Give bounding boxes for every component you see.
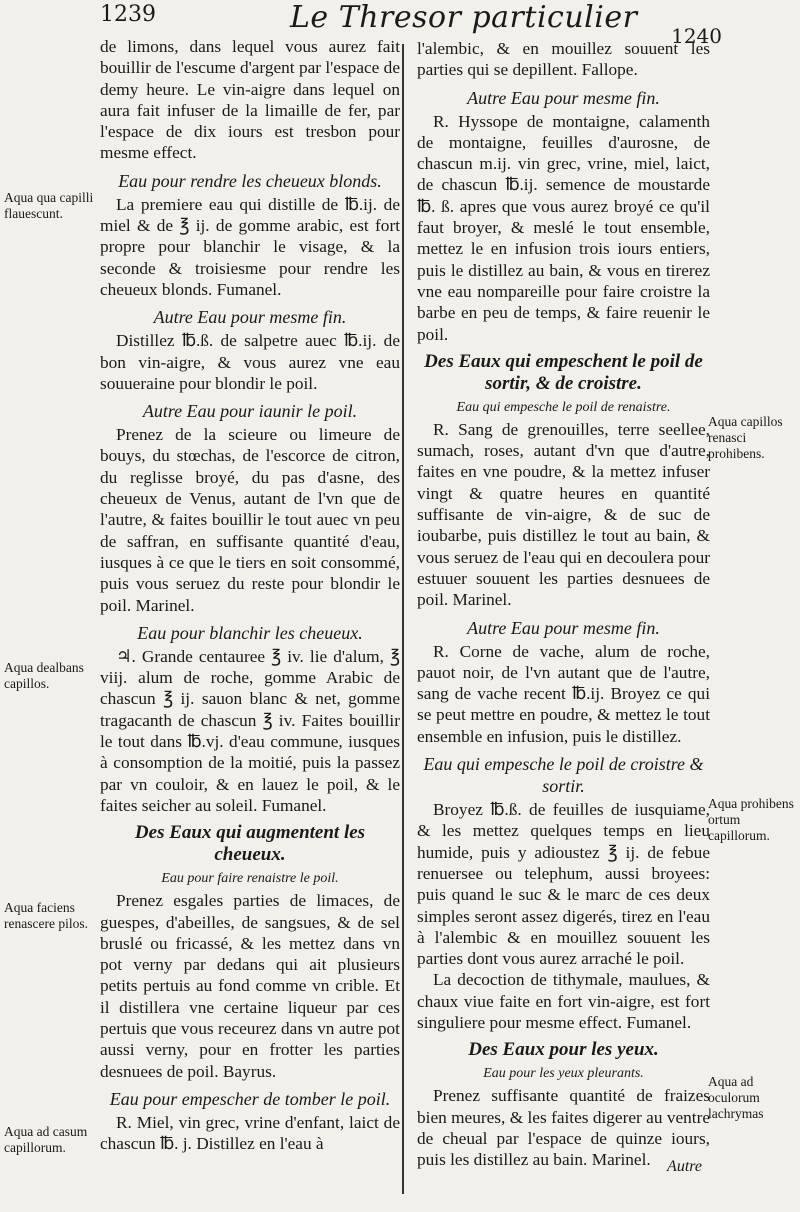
paragraph: R. Miel, vin grec, vrine d'enfant, laict de chascun ℔. j. Distillez en l'eau à bbox=[100, 1112, 400, 1154]
section-heading: Autre Eau pour mesme fin. bbox=[467, 617, 660, 638]
margin-note: Aqua prohibens ortum capillorum. bbox=[708, 796, 794, 843]
paragraph: ♃. Grande centauree ℥ iv. lie d'alum, ℥ viij. alum de roche, gomme Arabic de chascun ℥ ij. sauon blanc & net, gomme tragacanth de chascun ℥ iv. Faites bouillir le tout dans ℔.vj. d'eau commune, iusques à consomption de la moitié, puis la passez par vn couloir, & en lauez le poil, & le faites seicher au soleil. Fumanel. bbox=[100, 646, 400, 815]
subheading: Eau pour les yeux pleurants. bbox=[483, 1066, 644, 1082]
chapter-heading: Des Eaux qui augmentent les cheueux. bbox=[134, 822, 366, 866]
margin-note: Aqua ad oculorum lachrymas bbox=[708, 1074, 764, 1121]
paragraph: Distillez ℔.ß. de salpetre auec ℔.ij. de bon vin-aigre, & vous aurez vne eau souueraine pour blondir le poil. bbox=[100, 331, 400, 393]
margin-note: Aqua ad casum capillorum. bbox=[4, 1124, 88, 1155]
paragraph: Prenez de la scieure ou limeure de bouys, du stœchas, de l'escorce de citron, du reglisse broyé, du pas d'asne, des cheueux de Venus, autant de l'vn que de l'autre, & faites bouillir le tout auec vn peu de saffran, en suffisante quantité d'eau, iusques à ce que le tiers en soit consommé, puis vous seruez du reste pour blondir le poil. Marinel. bbox=[100, 425, 400, 615]
chapter-heading: Des Eaux qui empeschent le poil de sortir, & de croistre. bbox=[424, 350, 703, 394]
section-heading: Autre Eau pour mesme fin. bbox=[153, 307, 347, 328]
paragraph: de limons, dans lequel vous aurez fait bouillir de l'escume d'argent par l'espace de demy heure. Le vin-aigre dans lequel on aura fait infuser de la limaille de fer, par l'espace de dix iours est tresbon pour mesme effect. bbox=[100, 37, 400, 163]
section-heading: Eau pour empescher de tomber le poil. bbox=[109, 1088, 391, 1109]
paragraph: Prenez suffisante quantité de fraizes bien meures, & les faites digerer au ventre de cheual par l'espace de quinze iours, puis les distillez au bain. Marinel. bbox=[417, 1086, 710, 1170]
margin-note: Aqua faciens renascere pilos. bbox=[4, 900, 88, 931]
subheading: Eau pour faire renaistre le poil. bbox=[161, 871, 339, 887]
section-heading: Autre Eau pour iaunir le poil. bbox=[142, 401, 358, 422]
margin-note: Aqua qua capilli flauescunt. bbox=[4, 190, 94, 221]
section-heading: Autre Eau pour mesme fin. bbox=[467, 87, 660, 108]
subheading: Eau qui empesche le poil de renaistre. bbox=[456, 399, 671, 415]
margin-note: Aqua capillos renasci prohibens. bbox=[708, 414, 783, 461]
running-title: Le Thresor particulier bbox=[290, 0, 638, 35]
paragraph: Prenez esgales parties de limaces, de guespes, d'abeilles, de sangsues, & de sel bruslé ou fricassé, & les mettez dans vn pot verny par dedans qui ait plusieurs petits pertuis au fond comme vn crible. Et il distillera vne certaine liqueur par ces pertuis que vous receurez dans vn autre pot aussi verny, pour en frotter les parties desnuees de poil. Bayrus. bbox=[100, 891, 400, 1081]
chapter-heading: Des Eaux pour les yeux. bbox=[468, 1039, 659, 1061]
paragraph: La premiere eau qui distille de ℔.ij. de miel & de ℥ ij. de gomme arabic, est fort propre pour blanchir le visage, & la seconde & troisiesme pour rendre les cheueux blonds. Fumanel. bbox=[100, 194, 400, 299]
catchword: Autre bbox=[667, 1158, 702, 1175]
paragraph: R. Hyssope de montaigne, calamenth de montaigne, feuilles d'aurosne, de chascun m.ij. vin grec, vrine, miel, laict, de chascun ℔.ij. semence de moustarde ℔. ß. apres que vous aurez broyé ce qu'il faut broyer, & meslé le tout ensemble, mettez le en infusion trois iours entiers, puis le distillez au bain, & vous en tirerez vne eau nompareille pour faire croistre la barbe en peu de temps, & faire reuenir le poil. bbox=[417, 111, 710, 344]
paragraph: R. Corne de vache, alum de roche, pauot noir, de l'vn autant que de l'autre, sang de vache recent ℔.ij. Broyez ce qui se peut mettre en poudre, & mettez le tout ensemble en infusion, puis le distillez. bbox=[417, 641, 710, 746]
paragraph: l'alembic, & en mouillez souuent les parties qui se depillent. Fallope. bbox=[417, 39, 710, 80]
margin-note: Aqua dealbans capillos. bbox=[4, 660, 84, 691]
section-heading: Eau pour blanchir les cheueux. bbox=[137, 622, 363, 643]
column-divider bbox=[402, 44, 404, 1194]
paragraph: La decoction de tithymale, maulues, & chaux viue faite en fort vin-aigre, est fort singuliere pour mesme effect. Fumanel. bbox=[417, 970, 710, 1032]
page-number-left: 1239 bbox=[100, 2, 156, 27]
section-heading: Eau pour rendre les cheueux blonds. bbox=[118, 170, 382, 191]
left-column bbox=[100, 36, 400, 1154]
page-number-right: 1240 bbox=[671, 24, 722, 48]
section-heading: Eau qui empesche le poil de croistre & sortir. bbox=[423, 754, 704, 797]
paragraph: Broyez ℔.ß. de feuilles de iusquiame, & les mettez quelques temps en lieu humide, puis y adioustez ℥ ij. de febue renuersee ou telephum, aussi broyees: puis quand le suc & le marc de ces deux simples seront assez digerés, tirez en l'eau à l'alembic & en mouillez souuent les parties dont vous aurez arraché le poil. bbox=[417, 800, 710, 969]
paragraph: R. Sang de grenouilles, terre seellee, sumach, roses, autant d'vn que d'autre, faites en vne poudre, & la mettez infuser vingt & quatre heures en quantité suffisante de vin-aigre, & de suc de ioubarbe, puis distillez le tout au bain, & vous seruez de l'eau qui en decoulera pour estuuer souuent les parties desnuees de poil. Marinel. bbox=[417, 419, 710, 610]
right-column bbox=[417, 38, 710, 1170]
